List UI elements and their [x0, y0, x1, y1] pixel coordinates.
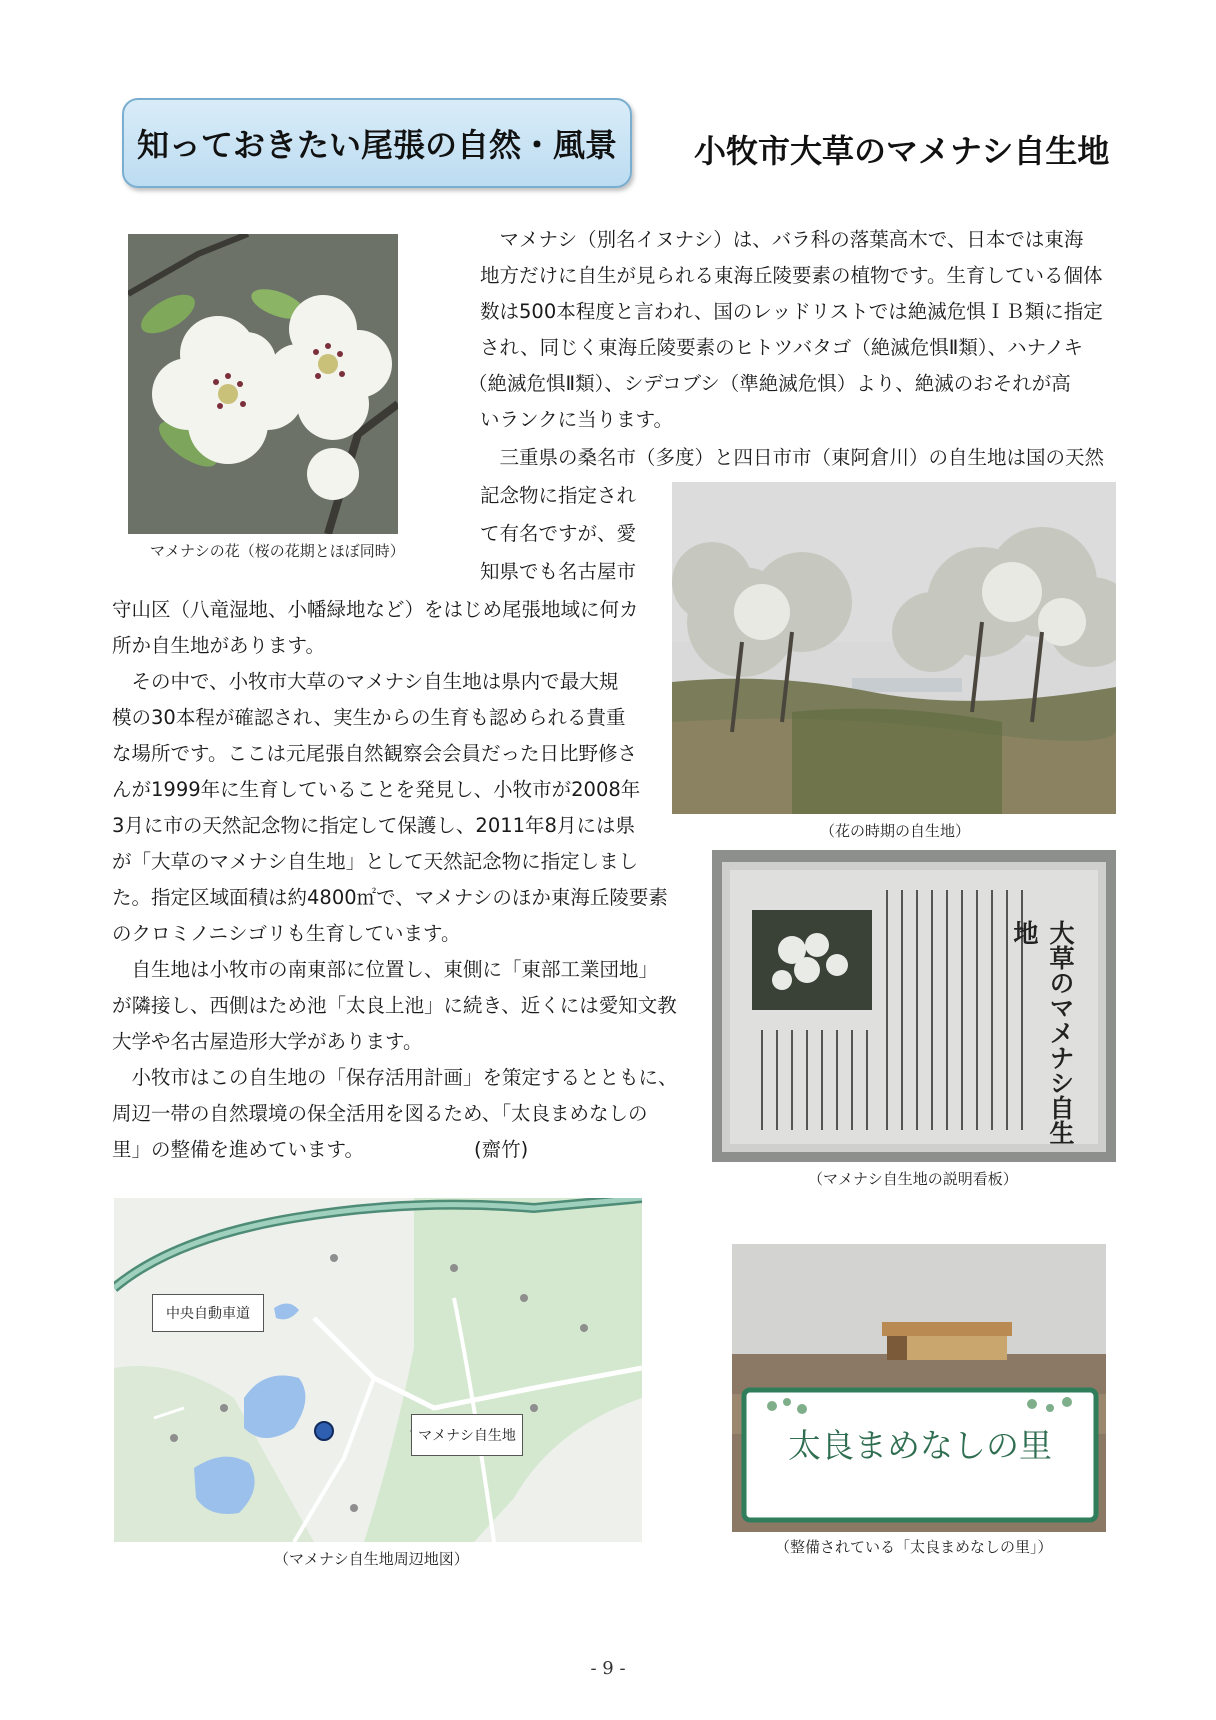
body-line-23: 大学や名古屋造形大学があります。 — [112, 1030, 423, 1053]
body-line-9: て有名ですが、愛 — [480, 522, 637, 545]
body-line-13: その中で、小牧市大草のマメナシ自生地は県内で最大規 — [112, 670, 619, 693]
area-map — [114, 1198, 642, 1542]
habitat-photo — [672, 482, 1116, 814]
body-line-25: 周辺一帯の自然環境の保全活用を図るため、「太良まめなしの — [112, 1102, 648, 1125]
village-photo — [732, 1244, 1106, 1532]
body-line-20: のクロミノニシゴリも生育しています。 — [112, 922, 461, 945]
author: (齋竹) — [474, 1138, 529, 1161]
body-line-19: た。指定区域面積は約4800㎡で、マメナシのほか東海丘陵要素 — [112, 886, 668, 909]
sign-title: 大草のマメナシ自生地 — [1010, 920, 1075, 1145]
body-line-16: んが1999年に生育していることを発見し、小牧市が2008年 — [112, 778, 641, 801]
body-line-18: が「大草のマメナシ自生地」として天然記念物に指定しまし — [112, 850, 639, 873]
body-line-21: 自生地は小牧市の南東部に位置し、東側に「東部工業団地」 — [112, 958, 659, 981]
map-label-site: マメナシ自生地 — [411, 1414, 523, 1456]
body-line-10: 知県でも名古屋市 — [480, 560, 637, 583]
body-line-7: 三重県の桑名市（多度）と四日市市（東阿倉川）の自生地は国の天然 — [480, 446, 1105, 469]
body-line-26: 里」の整備を進めています。 — [112, 1138, 364, 1161]
village-sign-text: 太良まめなしの里 — [788, 1426, 1052, 1465]
body-line-22: が隣接し、西側はため池「太良上池」に続き、近くには愛知文教 — [112, 994, 677, 1017]
village-caption: （整備されている「太良まめなしの里」） — [775, 1538, 1053, 1556]
body-line-8: 記念物に指定され — [480, 484, 637, 507]
article-title: 小牧市大草のマメナシ自生地 — [694, 132, 1110, 170]
flower-photo — [128, 234, 398, 534]
page-number: - 9 - — [590, 1658, 626, 1679]
body-line-24: 小牧市はこの自生地の「保存活用計画」を策定するとともに、 — [112, 1066, 678, 1089]
body-line-6: いランクに当ります。 — [480, 408, 674, 431]
sign-photo — [712, 850, 1116, 1162]
body-line-1: マメナシ（別名イヌナシ）は、バラ科の落葉高木で、日本では東海 — [480, 228, 1084, 251]
body-line-17: 3月に市の天然記念物に指定して保護し、2011年8月には県 — [112, 814, 635, 837]
body-line-2: 地方だけに自生が見られる東海丘陵要素の植物です。生育している個体 — [480, 264, 1103, 287]
map-label-expressway: 中央自動車道 — [152, 1294, 264, 1332]
map-caption: （マメナシ自生地周辺地図） — [274, 1550, 469, 1568]
sign-caption: （マメナシ自生地の説明看板） — [808, 1170, 1018, 1188]
body-line-5: （絶滅危惧Ⅱ類）、シデコブシ（準絶滅危惧）より、絶滅のおそれが高 — [468, 372, 1071, 395]
section-title-box — [122, 98, 632, 188]
body-line-15: な場所です。ここは元尾張自然観察会会員だった日比野修さ — [112, 742, 637, 765]
body-line-4: され、同じく東海丘陵要素のヒトツバタゴ（絶滅危惧Ⅱ類）、ハナノキ — [480, 336, 1083, 359]
habitat-caption: （花の時期の自生地） — [820, 822, 971, 840]
body-line-11: 守山区（八竜湿地、小幡緑地など）をはじめ尾張地域に何カ — [112, 598, 639, 621]
section-title: 知っておきたい尾張の自然・風景 — [136, 126, 617, 164]
body-line-3: 数は500本程度と言われ、国のレッドリストでは絶滅危惧ＩＢ類に指定 — [480, 300, 1103, 323]
body-line-12: 所か自生地があります。 — [112, 634, 325, 657]
body-line-14: 模の30本程が確認され、実生からの生育も認められる貴重 — [112, 706, 626, 729]
flower-caption: マメナシの花（桜の花期とほぼ同時） — [150, 542, 405, 560]
